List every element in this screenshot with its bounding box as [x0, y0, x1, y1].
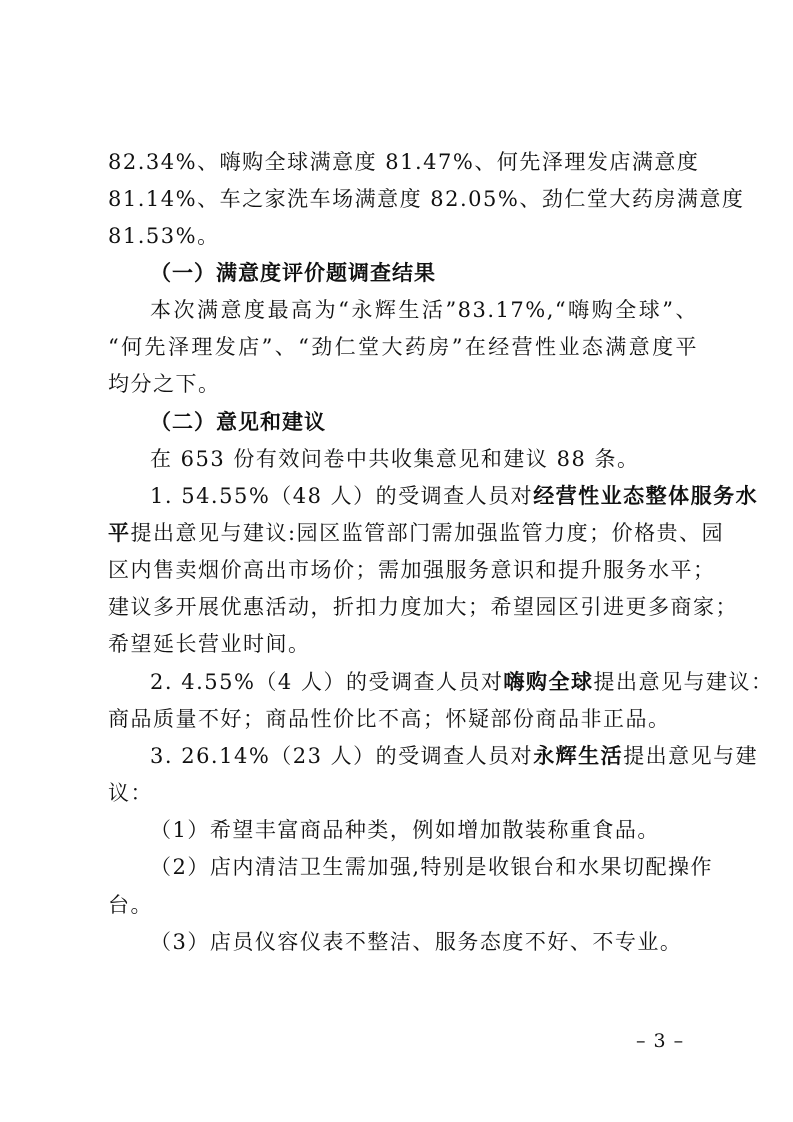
text-line: 81.53%。 — [108, 224, 220, 248]
text-line: 希望延长营业时间。 — [108, 632, 311, 656]
text-line: 82.34%、嗨购全球满意度 81.47%、何先泽理发店满意度 — [108, 150, 700, 174]
text-line: 本次满意度最高为“永辉生活”83.17%,“嗨购全球”、 — [150, 298, 698, 322]
text-line: 台。 — [108, 893, 153, 917]
section-heading: （一）满意度评价题调查结果 — [150, 261, 436, 285]
list-item-line: 3. 26.14%（23 人）的受调查人员对永辉生活提出意见与建 — [150, 744, 759, 768]
text-line: 均分之下。 — [108, 372, 221, 396]
text-line: 平提出意见与建议:园区监管部门需加强监管力度；价格贵、园 — [108, 521, 725, 545]
page-number: – 3 – — [636, 1030, 685, 1052]
text-line: 议： — [108, 781, 153, 805]
list-item-line: 1. 54.55%（48 人）的受调查人员对经营性业态整体服务水 — [150, 484, 759, 508]
text-line: “何先泽理发店”、“劲仁堂大药房”在经营性业态满意度平 — [108, 335, 698, 359]
section-heading: （二）意见和建议 — [150, 410, 326, 434]
text-line: 区内售卖烟价高出市场价；需加强服务意识和提升服务水平； — [108, 558, 716, 582]
sub-item-line: （1）希望丰富商品种类，例如增加散装称重食品。 — [150, 818, 660, 842]
sub-item-line: （2）店内清洁卫生需加强,特别是收银台和水果切配操作 — [150, 855, 714, 879]
sub-item-line: （3）店员仪容仪表不整洁、服务态度不好、不专业。 — [150, 930, 683, 954]
text-line: 商品质量不好；商品性价比不高；怀疑部份商品非正品。 — [108, 707, 671, 731]
text-line: 在 653 份有效问卷中共收集意见和建议 88 条。 — [150, 447, 640, 471]
text-line: 建议多开展优惠活动，折扣力度加大；希望园区引进更多商家； — [108, 595, 738, 619]
list-item-line: 2. 4.55%（4 人）的受调查人员对嗨购全球提出意见与建议： — [150, 670, 774, 694]
text-line: 81.14%、车之家洗车场满意度 82.05%、劲仁堂大药房满意度 — [108, 187, 745, 211]
